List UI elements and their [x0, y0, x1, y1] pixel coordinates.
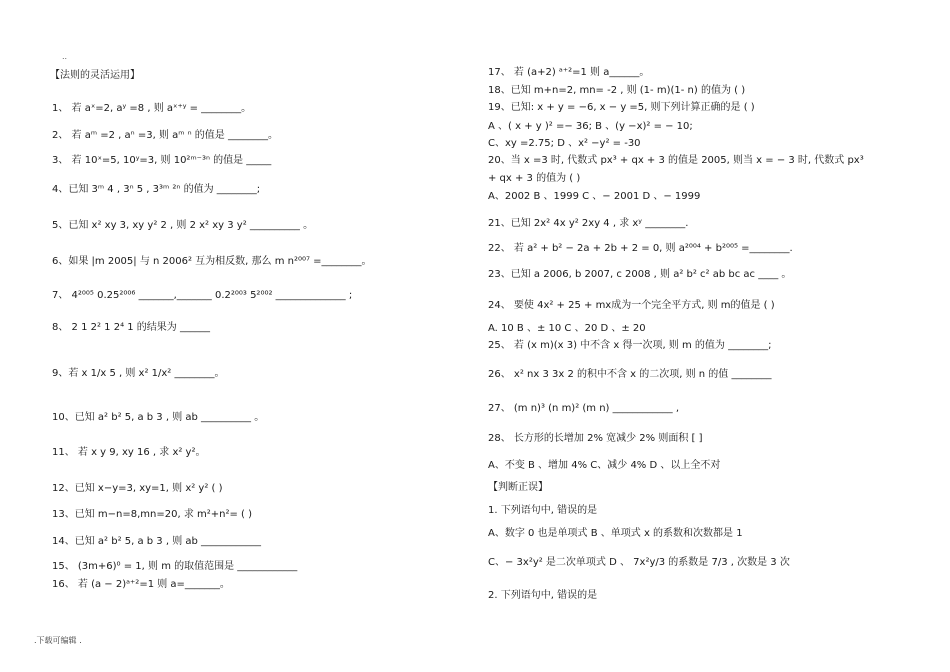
problem-26: 26、 x² nx 3 3x 2 的积中不含 x 的二次项, 则 n 的值 ________: [488, 369, 772, 380]
problem-24: 24、 要使 4x² + 25 + mx成为一个完全平方式, 则 m的值是 ( ): [488, 300, 775, 311]
problem-6: 6、如果 |m 2005| 与 n 2006² 互为相反数, 那么 m n²⁰⁰⁷ =________。: [52, 256, 372, 267]
problem-22: 22、 若 a² + b² − 2a + 2b + 2 = 0, 则 a²⁰⁰⁴ + b²⁰⁰⁵ =________.: [488, 243, 793, 254]
problem-28-options: A、不变 B 、增加 4% C、减少 4% D 、以上全不对: [488, 460, 721, 471]
problem-4: 4、已知 3ᵐ 4 , 3ⁿ 5 , 3³ᵐ ²ⁿ 的值为 ________;: [52, 184, 261, 195]
problem-19: 19、已知: x + y = −6, x − y =5, 则下列计算正确的是 ( ): [488, 102, 755, 113]
problem-23: 23、已知 a 2006, b 2007, c 2008 , 则 a² b² c² ab bc ac ____ 。: [488, 269, 792, 280]
problem-12: 12、已知 x−y=3, xy=1, 则 x² y² ( ): [52, 483, 223, 494]
section-title-rules: 【法则的灵活运用】: [50, 70, 140, 81]
problem-19-options-ab: A 、( x + y )² =− 36; B 、(y −x)² = − 10;: [488, 121, 693, 132]
problem-20-cont: + qx + 3 的值为 ( ): [488, 173, 581, 184]
problem-13: 13、已知 m−n=8,mn=20, 求 m²+n²= ( ): [52, 509, 253, 520]
problem-25: 25、 若 (x m)(x 3) 中不含 x 得一次项, 则 m 的值为 ________;: [488, 340, 772, 351]
problem-7: 7、 4²⁰⁰⁵ 0.25²⁰⁰⁶ _______,_______ 0.2²⁰⁰³ 5²⁰⁰² ______________ ;: [52, 290, 353, 301]
problem-9: 9、若 x 1/x 5 , 则 x² 1/x² ________。: [52, 368, 225, 379]
problem-20: 20、当 x =3 时, 代数式 px³ + qx + 3 的值是 2005, 则当 x = − 3 时, 代数式 px³: [488, 155, 864, 166]
problem-8: 8、 2 1 2² 1 2⁴ 1 的结果为 ______: [52, 322, 210, 333]
problem-5: 5、已知 x² xy 3, xy y² 2 , 则 2 x² xy 3 y² __________ 。: [52, 220, 314, 231]
problem-11: 11、 若 x y 9, xy 16 , 求 x² y²。: [52, 447, 206, 458]
problem-18: 18、已知 m+n=2, mn= -2 , 则 (1- m)(1- n) 的值为 ( ): [488, 85, 746, 96]
judge-1: 1. 下列语句中, 错误的是: [488, 505, 598, 516]
problem-20-options: A、2002 B 、1999 C 、− 2001 D 、− 1999: [488, 191, 701, 202]
problem-28: 28、 长方形的长增加 2% 宽减少 2% 则面积 [ ]: [488, 433, 703, 444]
section-title-true-false: 【判断正误】: [488, 482, 548, 493]
problem-24-options: A. 10 B 、± 10 C 、20 D 、± 20: [488, 323, 646, 334]
problem-2: 2、 若 aᵐ =2 , aⁿ =3, 则 aᵐ ⁿ 的值是 ________。: [52, 130, 278, 141]
judge-1-options-ab: A、数字 0 也是单项式 B 、单项式 x 的系数和次数都是 1: [488, 528, 743, 539]
header-dots: ..: [62, 52, 68, 61]
judge-1-options-cd: C、− 3x²y² 是二次单项式 D 、 7x²y/3 的系数是 7/3 , 次数是 3 次: [488, 557, 790, 568]
problem-21: 21、已知 2x² 4x y² 2xy 4 , 求 xʸ ________.: [488, 218, 689, 229]
problem-16: 16、 若 (a − 2)ᵃ⁺²=1 则 a=_______。: [52, 579, 230, 590]
problem-3: 3、 若 10ˣ=5, 10ʸ=3, 则 10²ᵐ⁻³ⁿ 的值是 _____: [52, 155, 272, 166]
footer-note: .下载可编辑 .: [34, 636, 82, 645]
problem-1: 1、 若 aˣ=2, aʸ =8 , 则 aˣ⁺ʸ = ________。: [52, 103, 252, 114]
problem-10: 10、已知 a² b² 5, a b 3 , 则 ab __________ 。: [52, 412, 265, 423]
problem-17: 17、 若 (a+2) ᵃ⁺²=1 则 a______。: [488, 67, 650, 78]
judge-2: 2. 下列语句中, 错误的是: [488, 590, 598, 601]
problem-14: 14、已知 a² b² 5, a b 3 , 则 ab ____________: [52, 536, 262, 547]
problem-15: 15、 (3m+6)⁰ = 1, 则 m 的取值范围是 ____________: [52, 561, 298, 572]
problem-19-options-cd: C、xy =2.75; D 、x² −y² = -30: [488, 138, 641, 149]
problem-27: 27、 (m n)³ (n m)² (m n) ____________ ,: [488, 403, 679, 414]
